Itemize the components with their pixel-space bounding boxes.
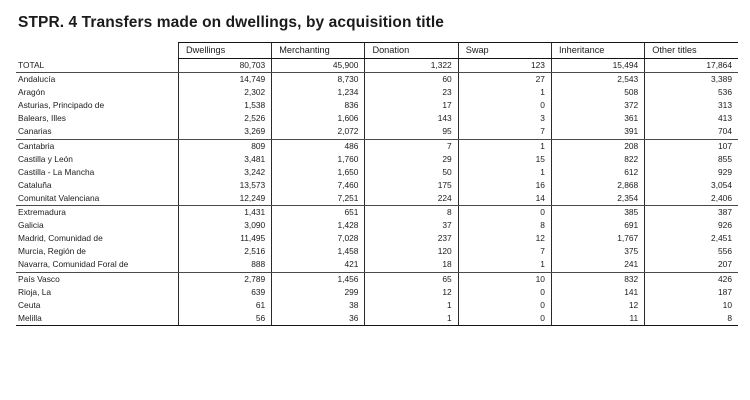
table-cell-dwellings: 61 — [178, 299, 271, 312]
table-cell-other: 929 — [645, 166, 738, 179]
table-cell-inheritance: 208 — [551, 139, 644, 153]
table-cell-donation: 1 — [365, 299, 458, 312]
table-cell-merchanting: 421 — [272, 258, 365, 272]
table-cell-dwellings: 888 — [178, 258, 271, 272]
table-cell-other: 926 — [645, 219, 738, 232]
table-row — [16, 59, 738, 73]
table-cell-dwellings: 3,481 — [178, 153, 271, 166]
table-row — [16, 166, 738, 179]
table-cell-merchanting: 651 — [272, 206, 365, 220]
table-row — [16, 272, 738, 286]
table-row — [16, 258, 738, 272]
table-cell-inheritance: 241 — [551, 258, 644, 272]
table-cell-region: Comunitat Valenciana — [16, 192, 178, 206]
page-title: STPR. 4 Transfers made on dwellings, by acquisition title — [18, 14, 445, 31]
table-cell-merchanting: 2,072 — [272, 125, 365, 139]
table-row — [16, 99, 738, 112]
table-cell-swap: 3 — [458, 112, 551, 125]
table-cell-donation: 1,322 — [365, 59, 458, 73]
column-header-region — [16, 43, 178, 59]
table-cell-inheritance: 361 — [551, 112, 644, 125]
table-cell-dwellings: 3,242 — [178, 166, 271, 179]
table-cell-donation: 143 — [365, 112, 458, 125]
table-row — [16, 73, 738, 87]
table-cell-other: 387 — [645, 206, 738, 220]
table-cell-merchanting: 836 — [272, 99, 365, 112]
table-cell-donation: 65 — [365, 272, 458, 286]
table-cell-swap: 0 — [458, 286, 551, 299]
table-cell-donation: 37 — [365, 219, 458, 232]
table-cell-donation: 237 — [365, 232, 458, 245]
table-cell-swap: 7 — [458, 125, 551, 139]
table-cell-swap: 1 — [458, 86, 551, 99]
table-cell-other: 2,406 — [645, 192, 738, 206]
table-cell-donation: 95 — [365, 125, 458, 139]
table-cell-dwellings: 2,526 — [178, 112, 271, 125]
table-cell-other: 207 — [645, 258, 738, 272]
table-cell-donation: 50 — [365, 166, 458, 179]
table-cell-other: 107 — [645, 139, 738, 153]
table-cell-dwellings: 14,749 — [178, 73, 271, 87]
table-cell-merchanting: 1,606 — [272, 112, 365, 125]
table-cell-swap: 14 — [458, 192, 551, 206]
table-row — [16, 192, 738, 206]
table-cell-region: Castilla - La Mancha — [18, 166, 95, 177]
table-cell-inheritance: 385 — [551, 206, 644, 220]
table-cell-other: 2,451 — [645, 232, 738, 245]
table-cell-region: Castilla y León — [18, 153, 73, 164]
table-cell-swap: 0 — [458, 312, 551, 326]
table-cell-merchanting: 1,458 — [272, 245, 365, 258]
table-cell-inheritance: 391 — [551, 125, 644, 139]
table-cell-inheritance: 508 — [551, 86, 644, 99]
table-row — [16, 312, 738, 326]
table-cell-dwellings: 1,538 — [178, 99, 271, 112]
table-cell-region: Murcia, Región de — [18, 246, 86, 257]
table-cell-other: 413 — [645, 112, 738, 125]
table-cell-donation: 1 — [365, 312, 458, 326]
table-cell-region: Canarias — [16, 125, 178, 139]
table-cell-inheritance: 691 — [551, 219, 644, 232]
table-cell-region: Galicia — [18, 220, 44, 231]
table-cell-donation: 175 — [365, 179, 458, 192]
table-cell-dwellings: 11,495 — [178, 232, 271, 245]
table-cell-dwellings: 12,249 — [178, 192, 271, 206]
table-cell-region: Ceuta — [18, 299, 41, 310]
table-cell-dwellings: 1,431 — [178, 206, 271, 220]
transfers-table — [16, 42, 738, 326]
table-cell-dwellings: 80,703 — [178, 59, 271, 73]
table-cell-donation: 17 — [365, 99, 458, 112]
table-row — [16, 232, 738, 245]
table-cell-donation: 29 — [365, 153, 458, 166]
table-row — [16, 245, 738, 258]
table-cell-swap: 12 — [458, 232, 551, 245]
table-cell-merchanting: 7,028 — [272, 232, 365, 245]
table-cell-other: 3,054 — [645, 179, 738, 192]
table-row — [16, 153, 738, 166]
table-cell-donation: 224 — [365, 192, 458, 206]
table-cell-merchanting: 8,730 — [272, 73, 365, 87]
table-header-row — [16, 43, 738, 59]
table-cell-other: 313 — [645, 99, 738, 112]
table-cell-merchanting: 299 — [272, 286, 365, 299]
table-cell-dwellings: 2,789 — [178, 272, 271, 286]
table-row — [16, 86, 738, 99]
table-cell-dwellings: 2,516 — [178, 245, 271, 258]
table-cell-other: 426 — [645, 272, 738, 286]
table-cell-dwellings: 639 — [178, 286, 271, 299]
table-cell-other: 8 — [645, 312, 738, 326]
table-cell-inheritance: 822 — [551, 153, 644, 166]
table-cell-dwellings: 809 — [178, 139, 271, 153]
table-cell-donation: 18 — [365, 258, 458, 272]
table-cell-region: Navarra, Comunidad Foral de — [16, 258, 178, 272]
table-cell-inheritance: 11 — [551, 312, 644, 326]
table-cell-region: Madrid, Comunidad de — [18, 233, 103, 244]
table-cell-inheritance: 2,543 — [551, 73, 644, 87]
table-cell-other: 3,389 — [645, 73, 738, 87]
table-cell-inheritance: 2,354 — [551, 192, 644, 206]
table-cell-other: 704 — [645, 125, 738, 139]
table-cell-merchanting: 1,650 — [272, 166, 365, 179]
table-cell-inheritance: 15,494 — [551, 59, 644, 73]
table-cell-other: 187 — [645, 286, 738, 299]
table-cell-other: 855 — [645, 153, 738, 166]
table-cell-inheritance: 2,868 — [551, 179, 644, 192]
table-cell-merchanting: 1,760 — [272, 153, 365, 166]
column-header-other-titles: Other titles — [645, 43, 738, 59]
table-cell-region: Extremadura — [18, 207, 66, 218]
table-cell-region: Andalucía — [18, 74, 56, 85]
table-cell-swap: 123 — [458, 59, 551, 73]
table-cell-merchanting: 1,456 — [272, 272, 365, 286]
table-cell-region: Cataluña — [18, 179, 52, 190]
table-cell-merchanting: 45,900 — [272, 59, 365, 73]
table-cell-swap: 1 — [458, 139, 551, 153]
table-cell-merchanting: 1,234 — [272, 86, 365, 99]
table-cell-donation: 23 — [365, 86, 458, 99]
table-cell-swap: 7 — [458, 245, 551, 258]
table-row — [16, 179, 738, 192]
table-cell-inheritance: 832 — [551, 272, 644, 286]
table-cell-other: 17,864 — [645, 59, 738, 73]
table-cell-dwellings: 2,302 — [178, 86, 271, 99]
table-cell-merchanting: 7,460 — [272, 179, 365, 192]
table-cell-swap: 1 — [458, 258, 551, 272]
column-header-donation: Donation — [365, 43, 458, 59]
table-row — [16, 219, 738, 232]
table-body — [16, 59, 738, 326]
table-header — [16, 43, 738, 59]
table-cell-merchanting: 38 — [272, 299, 365, 312]
column-header-swap: Swap — [458, 43, 551, 59]
table-cell-region: TOTAL — [16, 59, 178, 73]
table-cell-dwellings: 3,269 — [178, 125, 271, 139]
table-cell-other: 536 — [645, 86, 738, 99]
table-cell-swap: 27 — [458, 73, 551, 87]
table-cell-inheritance: 372 — [551, 99, 644, 112]
table-cell-dwellings: 13,573 — [178, 179, 271, 192]
table-cell-region: Rioja, La — [18, 286, 52, 297]
table-cell-merchanting: 36 — [272, 312, 365, 326]
table-cell-inheritance: 1,767 — [551, 232, 644, 245]
table-cell-donation: 12 — [365, 286, 458, 299]
table-cell-inheritance: 141 — [551, 286, 644, 299]
table-row — [16, 139, 738, 153]
table-cell-region: Asturias, Principado de — [18, 100, 105, 111]
table-cell-merchanting: 1,428 — [272, 219, 365, 232]
table-cell-region: Aragón — [18, 87, 46, 98]
column-header-inheritance: Inheritance — [551, 43, 644, 59]
column-header-merchanting: Merchanting — [272, 43, 365, 59]
table-cell-merchanting: 486 — [272, 139, 365, 153]
table-row — [16, 125, 738, 139]
table-cell-swap: 0 — [458, 299, 551, 312]
column-header-dwellings: Dwellings — [178, 43, 271, 59]
table-cell-donation: 120 — [365, 245, 458, 258]
table-cell-region: País Vasco — [18, 273, 60, 284]
table-cell-swap: 15 — [458, 153, 551, 166]
table-cell-region: Balears, Illes — [18, 113, 66, 124]
table-cell-donation: 7 — [365, 139, 458, 153]
table-cell-region: Melilla — [16, 312, 178, 326]
table-cell-swap: 0 — [458, 206, 551, 220]
table-cell-inheritance: 612 — [551, 166, 644, 179]
table-cell-dwellings: 3,090 — [178, 219, 271, 232]
table-cell-swap: 16 — [458, 179, 551, 192]
table-row — [16, 299, 738, 312]
table-row — [16, 206, 738, 220]
table-row — [16, 112, 738, 125]
table-cell-other: 556 — [645, 245, 738, 258]
table-cell-swap: 10 — [458, 272, 551, 286]
table-cell-swap: 8 — [458, 219, 551, 232]
table-cell-inheritance: 12 — [551, 299, 644, 312]
table-row — [16, 286, 738, 299]
table-cell-swap: 1 — [458, 166, 551, 179]
table-cell-dwellings: 56 — [178, 312, 271, 326]
table-cell-merchanting: 7,251 — [272, 192, 365, 206]
table-cell-other: 10 — [645, 299, 738, 312]
table-cell-inheritance: 375 — [551, 245, 644, 258]
table-cell-region: Cantabria — [18, 140, 55, 151]
table-cell-swap: 0 — [458, 99, 551, 112]
table-cell-donation: 60 — [365, 73, 458, 87]
table-cell-donation: 8 — [365, 206, 458, 220]
